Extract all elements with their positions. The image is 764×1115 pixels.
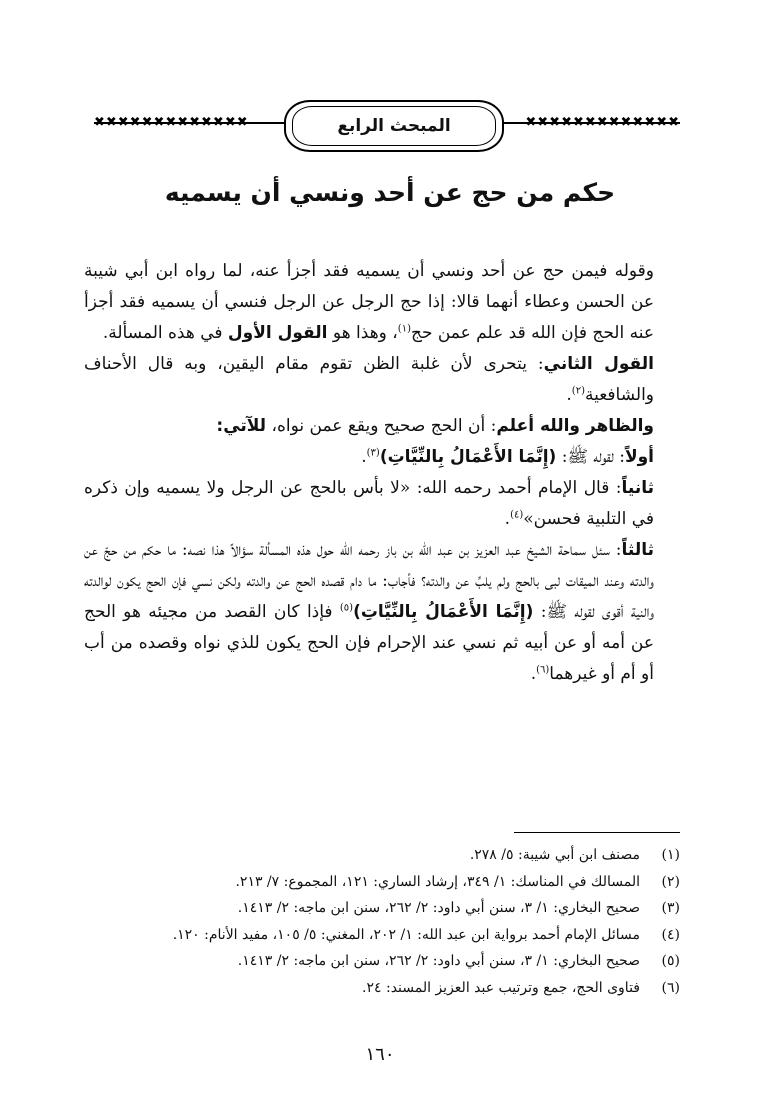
text-span: . (361, 447, 367, 467)
ornament-right: ✖✖✖✖✖✖✖✖✖✖✖✖✖ (525, 115, 680, 130)
text-span: : سئل سماحة الشيخ عبد العزيز بن عبد الله بن باز رحمه الله حول هذه المسألة سؤالاً هذا نصه: ما حكم من حجّ عن والدته وعند الميقات لبى بالحج ولم يلبِّ عن والدته؟ فأجاب: ما دام قصده الحج عن والدته ولكن نسي فإن الحج يكون لوالدته والنية أقوى لقوله ﷺ: (84, 540, 655, 622)
footnote-item (84, 869, 680, 896)
paragraph-6 (84, 535, 680, 690)
footnote-ref: (١) (397, 323, 411, 335)
footnote-number: (٣) (661, 900, 680, 916)
text-span: . (504, 509, 511, 529)
footnote-number: (٤) (661, 926, 680, 943)
text-span: فإذا كان القصد من مجيئه هو الحج عن أمه أو عن أبيه ثم نسي عند الإحرام فإن الحج يكون للذي نواه وقصده من أب أو أم أو غيرهما (84, 602, 654, 684)
text-span: ، وهذا هو (332, 323, 398, 343)
footnote-number: (٥) (661, 953, 680, 969)
paragraph-1 (84, 256, 680, 349)
footnote-text: صحيح البخاري: ١/ ٣، سنن أبي داود: ٢/ ٢٦٢، سنن ابن ماجه: ٢/ ١٤١٣. (237, 900, 640, 916)
text-span: : لقوله ﷺ: (561, 447, 625, 467)
footnote-number: (٦) (661, 979, 680, 996)
footnote-number: (١) (661, 847, 680, 863)
footnote-ref: (٢) (571, 385, 585, 397)
footnote-divider (514, 832, 680, 833)
hadith-quote: (إِنَّمَا الأَعْمَالُ بِالنِّيَّاتِ) (379, 447, 557, 467)
footnote-ref: (٤) (510, 509, 524, 521)
bold-term: ثالثاً (621, 540, 654, 560)
bold-term: أولاً (624, 447, 654, 467)
page-number: ١٦٠ (365, 1044, 395, 1065)
body-text (84, 256, 680, 690)
section-header (94, 96, 680, 152)
section-label: المبحث الرابع (337, 116, 451, 136)
ornament-left: ✖✖✖✖✖✖✖✖✖✖✖✖✖ (94, 115, 249, 130)
footnote-ref: (٥) (339, 602, 354, 614)
footnote-item (84, 842, 680, 869)
footnotes (84, 842, 680, 1001)
footnote-text: مسائل الإمام أحمد برواية ابن عبد الله: ١/ ٢٠٢، المغني: ٥/ ١٠٥، مفيد الأنام: ١٢٠. (172, 926, 640, 943)
footnote-number: (٢) (661, 873, 680, 890)
text-span: وقوله فيمن حج عن أحد ونسي أن يسميه فقد أجزأ عنه، لما رواه ابن أبي شيبة عن الحسن وعطاء أنهما قالا: إذا حج الرجل عن الرجل فنسي أن يسميه فقد أجزأ عنه الحج فإن الله قد علم عمن حج (84, 261, 654, 343)
page-title: حكم من حج عن أحد ونسي أن يسميه (164, 178, 616, 207)
footnote-item (84, 975, 680, 1002)
footnote-item (84, 895, 680, 922)
text-span: : أن الحج صحيح ويقع عمن نواه، (271, 416, 497, 436)
footnote-text: فتاوى الحج، جمع وترتيب عبد العزيز المسند: ٢٤. (362, 979, 640, 996)
footnote-ref: (٣) (366, 447, 380, 459)
text-span: . (530, 664, 537, 684)
footnote-item (84, 948, 680, 975)
footnote-text: صحيح البخاري: ١/ ٣، سنن أبي داود: ٢/ ٢٦٢، سنن ابن ماجه: ٢/ ١٤١٣. (237, 953, 640, 969)
text-span: في هذه المسألة. (102, 323, 223, 343)
footnote-text: المسالك في المناسك: ١/ ٣٤٩، إرشاد الساري: ١٢١، المجموع: ٧/ ٢١٣. (235, 873, 640, 890)
paragraph-5 (84, 473, 680, 535)
footnote-item (84, 922, 680, 949)
footnote-text: مصنف ابن أبي شيبة: ٥/ ٢٧٨. (469, 847, 640, 863)
bold-term: والظاهر والله أعلم (496, 416, 654, 436)
text-span: : يتحرى لأن غلبة الظن تقوم مقام اليقين، وبه قال الأحناف والشافعية (84, 354, 654, 405)
paragraph-2 (84, 349, 680, 411)
bold-term: القول الأول (227, 323, 328, 343)
hadith-quote: (إِنَّمَا الأَعْمَالُ بِالنِّيَّاتِ) (353, 602, 534, 622)
bold-term: القول الثاني (543, 354, 654, 374)
bold-term: للآتي: (216, 416, 267, 436)
paragraph-4 (84, 442, 680, 473)
text-span: : قال الإمام أحمد رحمه الله: «لا بأس بالحج عن الرجل ولا يسميه وإن ذكره في التلبية فحسن» (84, 478, 654, 529)
paragraph-3 (84, 411, 680, 442)
text-span: . (566, 385, 572, 405)
section-label-frame (284, 100, 504, 152)
bold-term: ثانياً (621, 478, 654, 498)
footnote-ref: (٦) (536, 664, 550, 676)
